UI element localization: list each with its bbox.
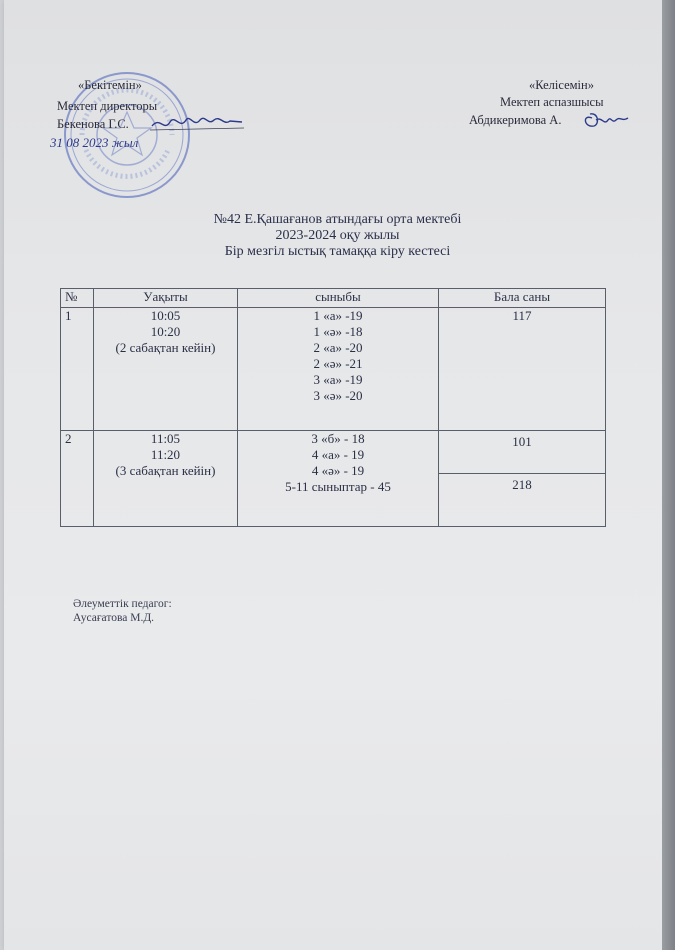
row-number: 2 — [61, 431, 94, 527]
table-header-row — [61, 289, 606, 308]
class-entry: 3 «ә» -20 — [313, 388, 363, 403]
class-entry: 1 «а» -19 — [313, 308, 363, 323]
col-header-count: Бала саны — [439, 289, 606, 308]
col-header-class: сыныбы — [238, 289, 439, 308]
class-entry: 1 «ә» -18 — [313, 324, 363, 339]
schedule-title: Бір мезгіл ыстық тамаққа кіру кестесі — [224, 244, 451, 259]
cook-position: Мектеп аспазшысы — [500, 95, 604, 109]
class-entry: 4 «ә» - 19 — [311, 463, 365, 478]
col-header-time: Уақыты — [94, 289, 238, 308]
col-header-no: № — [61, 289, 94, 308]
row-time — [94, 308, 238, 431]
paper-edge — [662, 0, 675, 950]
table-row — [61, 431, 606, 527]
schedule-table — [60, 288, 606, 527]
time-start: 10:05 — [150, 308, 181, 323]
row-count: 117 — [439, 308, 606, 431]
time-note: (3 сабақтан кейін) — [115, 463, 216, 478]
class-entry: 2 «а» -20 — [313, 340, 363, 355]
row-time — [94, 431, 238, 527]
class-entry: 3 «а» -19 — [313, 372, 363, 387]
footer-position: Әлеуметтік педагог: — [73, 598, 172, 610]
approval-right: «Келісемін» — [529, 78, 594, 92]
footer-name: Аусағатова М.Д. — [73, 612, 155, 624]
director-name: Бекенова Г.С. — [57, 117, 129, 131]
time-start: 11:05 — [150, 431, 181, 446]
count-total: 218 — [512, 477, 532, 492]
table-row — [61, 308, 606, 431]
academic-year: 2023-2024 оқу жылы — [275, 228, 400, 243]
row-number: 1 — [61, 308, 94, 431]
director-position: Мектеп директоры — [57, 99, 158, 113]
director-signature-icon — [150, 112, 245, 136]
row-classes — [238, 431, 439, 527]
cook-signature-icon — [578, 104, 630, 132]
approval-date: 31 08 2023 жыл — [50, 135, 139, 150]
cook-name: Абдикеримова А. — [469, 113, 562, 127]
document-title — [0, 212, 675, 260]
class-entry: 5-11 сыныптар - 45 — [285, 479, 391, 494]
time-end: 11:20 — [150, 447, 181, 462]
time-note: (2 сабақтан кейін) — [115, 340, 216, 355]
row-count-split — [439, 431, 606, 527]
row-classes — [238, 308, 439, 431]
count-subtotal: 101 — [439, 431, 605, 474]
class-entry: 3 «б» - 18 — [311, 431, 365, 446]
approval-left: «Бекітемін» — [78, 78, 142, 92]
class-entry: 4 «а» - 19 — [311, 447, 365, 462]
school-name: №42 Е.Қашағанов атындағы орта мектебі — [213, 212, 462, 227]
time-end: 10:20 — [150, 324, 181, 339]
class-entry: 2 «ә» -21 — [313, 356, 363, 371]
